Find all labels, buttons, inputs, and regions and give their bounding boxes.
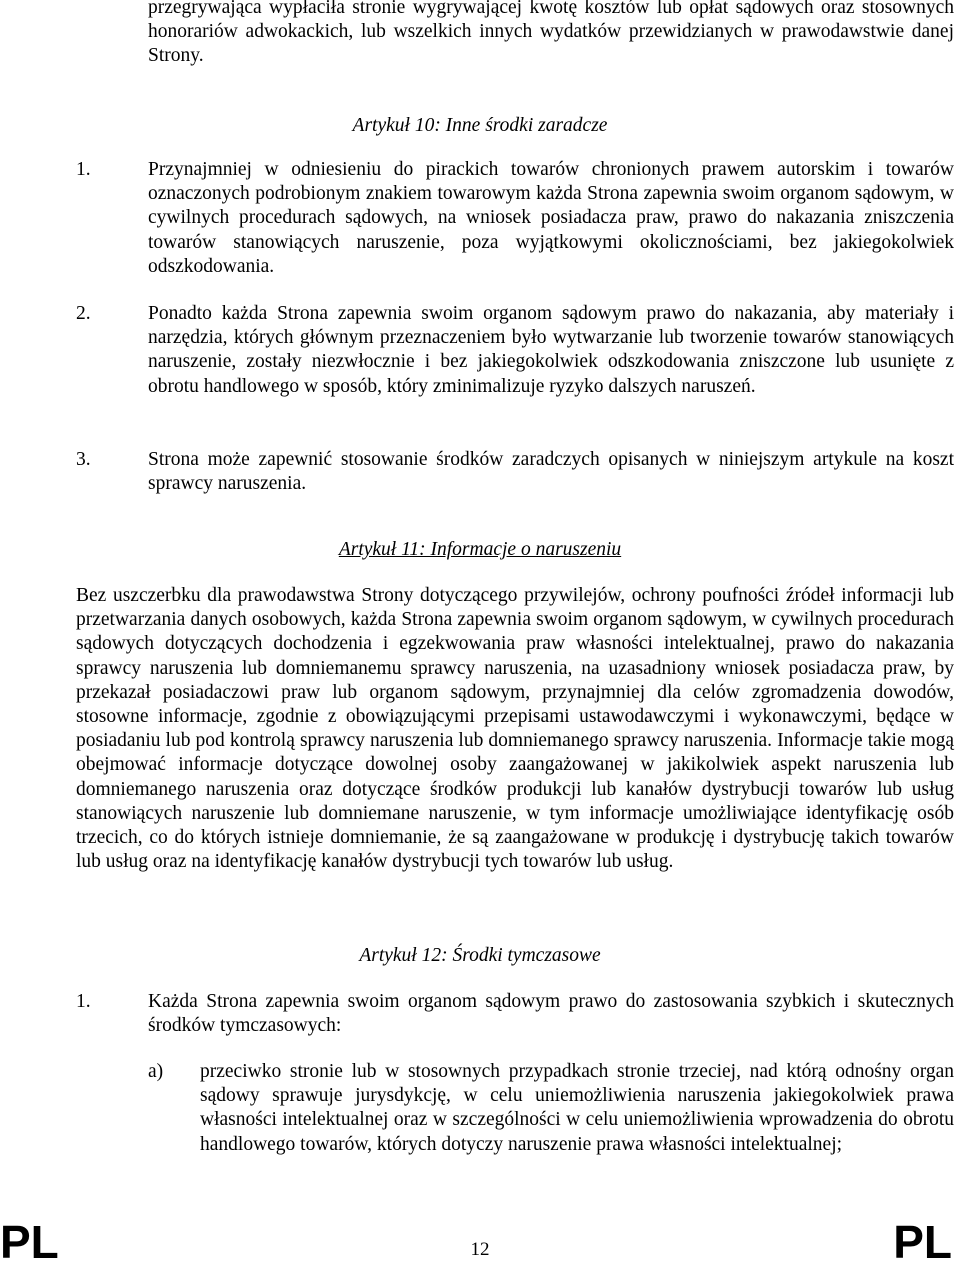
art10-item-2-text: Ponadto każda Strona zapewnia swoim organom sądowym prawo do nakazania, aby materiały i narzędzia, których głównym przeznaczeniem było wytwarzanie lub tworzenie towarów stanowiących naruszenie, zostały niezwłocznie i bez jakiegokolwiek odszkodowania zniszczone lub usunięte z obrotu handlowego w sposób, który zminimalizuje ryzyko dalszych naruszeń. <box>148 303 954 397</box>
footer-lang-right: PL <box>893 1216 952 1268</box>
art12-sub-a-text: przeciwko stronie lub w stosownych przypadkach stronie trzeciej, nad którą odnośny organ sądowy sprawuje jurysdykcję, w celu uniemożliwienia naruszenia jakiegokolwiek prawa własności intelektualnej oraz w szczególności w celu uniemożliwienia wprowadzenia do obrotu handlowego towarów, których dotyczy naruszenie prawa własności intelektualnej; <box>200 1061 954 1155</box>
footer-lang-left: PL <box>0 1216 59 1268</box>
article-12-heading: Artykuł 12: Środki tymczasowe <box>359 945 601 966</box>
art10-item-3-number: 3. <box>76 449 91 470</box>
art12-item-1-text: Każda Strona zapewnia swoim organom sądowym prawo do zastosowania szybkich i skutecznych środków tymczasowych: <box>148 991 954 1037</box>
art11-paragraph: Bez uszczerbku dla prawodawstwa Strony dotyczącego przywilejów, ochrony poufności źródeł informacji lub przetwarzania danych osobowych, każda Strona zapewnia swoim organom sądowym, w cywilnych procedurach sądowych dotyczących dochodzenia i egzekwowania praw własności intelektualnej, prawo do nakazania sprawcy naruszenia lub domniemanemu sprawcy naruszenia, na uzasadniony wniosek posiadacza praw, by przekazał posiadaczowi praw lub organom sądowym, przynajmniej dla celów zgromadzenia dowodów, stosowne informacje, zgodnie z obowiązującymi przepisami ustawodawczymi i wykonawczymi, będące w posiadaniu lub pod kontrolą sprawcy naruszenia lub domniemanego sprawcy naruszenia. Informacje takie mogą obejmować informacje dotyczące dowolnej osoby zaangażowanej w jakikolwiek aspekt naruszenia lub domniemanego naruszenia oraz dotyczące środków produkcji lub kanałów dystrybucji towarów lub usług stanowiących naruszenie lub domniemane naruszenie, w tym informacje umożliwiające identyfikację osób trzecich, co do których istnieje domniemanie, że są zaangażowane w produkcję i dystrybucję takich towarów lub usług oraz na identyfikację kanałów dystrybucji tych towarów lub usług. <box>76 585 954 873</box>
art10-item-1-text: Przynajmniej w odniesieniu do pirackich towarów chronionych prawem autorskim i towarów oznaczonych podrobionym znakiem towarowym każda Strona zapewnia swoim organom sądowym, w cywilnych procedurach sądowych, na wniosek posiadacza praw, prawo do nakazania zniszczenia towarów stanowiących naruszenie, poza wyjątkowymi okolicznościami, bez jakiegokolwiek odszkodowania. <box>148 159 954 277</box>
carryover-paragraph: przegrywająca wypłaciła stronie wygrywającej kwotę kosztów lub opłat sądowych oraz stosownych honorariów adwokackich, lub wszelkich innych wydatków przewidzianych w prawodawstwie danej Strony. <box>148 0 954 67</box>
art12-item-1-number: 1. <box>76 991 91 1012</box>
art12-sub-a-label: a) <box>148 1061 164 1082</box>
page-number: 12 <box>470 1239 490 1260</box>
article-10-heading: Artykuł 10: Inne środki zaradcze <box>352 115 608 136</box>
art10-item-2-number: 2. <box>76 303 91 324</box>
art10-item-3-text: Strona może zapewnić stosowanie środków zaradczych opisanych w niniejszym artykule na koszt sprawcy naruszenia. <box>148 449 954 495</box>
art10-item-1-number: 1. <box>76 159 91 180</box>
article-11-heading <box>0 538 960 562</box>
article-11-heading-text: Artykuł 11: Informacje o naruszeniu <box>338 539 622 560</box>
